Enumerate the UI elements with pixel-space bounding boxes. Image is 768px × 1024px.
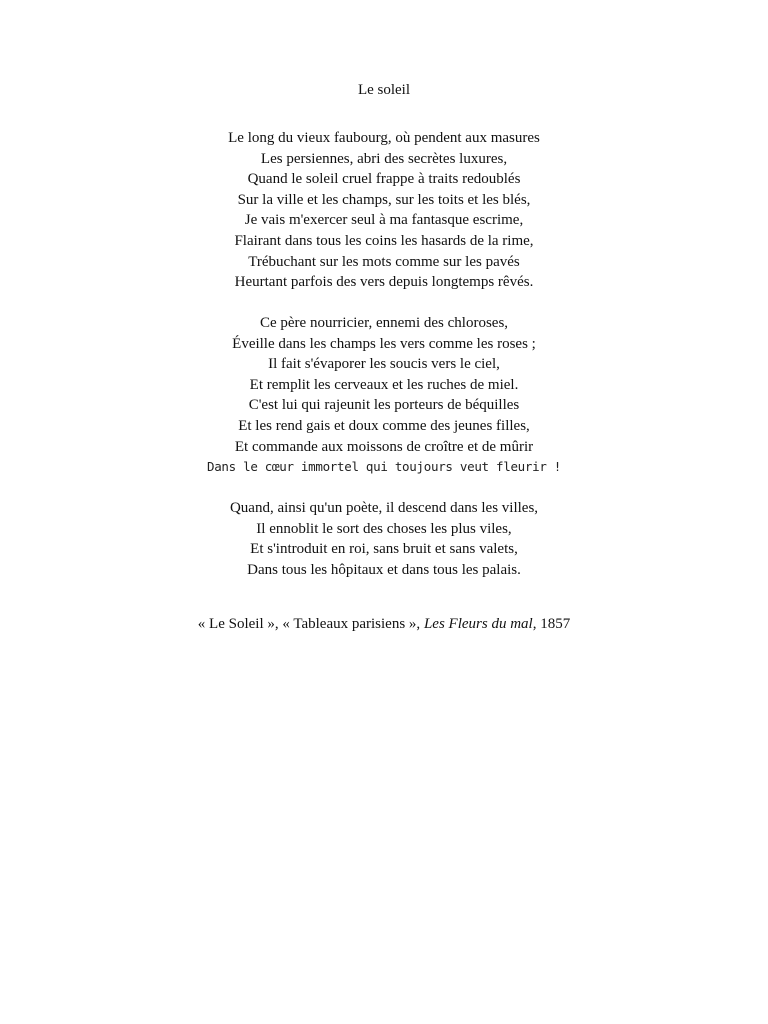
stanza-2 bbox=[0, 313, 768, 478]
verse-line: Flairant dans tous les coins les hasards de la rime, bbox=[234, 232, 534, 249]
verse-line: Les persiennes, abri des secrètes luxures, bbox=[260, 150, 508, 167]
verse-line: Éveille dans les champs les vers comme les roses ; bbox=[232, 335, 536, 352]
verse-line: Ce père nourricier, ennemi des chloroses, bbox=[259, 315, 509, 331]
stanza-1 bbox=[0, 128, 768, 293]
verse-line: C'est lui qui rajeunit les porteurs de béquilles bbox=[248, 397, 520, 414]
citation-prefix: « Le Soleil », « Tableaux parisiens », bbox=[197, 616, 424, 632]
verse-line: Je vais m'exercer seul à ma fantasque escrime, bbox=[244, 212, 524, 229]
verse-line: Il ennoblit le sort des choses les plus viles, bbox=[256, 520, 512, 537]
citation-book-title: Les Fleurs du mal bbox=[423, 616, 533, 632]
stanza-3 bbox=[0, 498, 768, 580]
verse-line: Le long du vieux faubourg, où pendent aux masures bbox=[228, 130, 540, 146]
verse-line: Trébuchant sur les mots comme sur les pavés bbox=[248, 253, 520, 270]
source-citation bbox=[0, 614, 768, 634]
verse-line: Et les rend gais et doux comme des jeunes filles, bbox=[238, 417, 530, 434]
verse-line: Il fait s'évaporer les soucis vers le ciel, bbox=[268, 356, 500, 373]
verse-line: Et commande aux moissons de croître et de mûrir bbox=[234, 438, 534, 455]
verse-line: Dans tous les hôpitaux et dans tous les palais. bbox=[247, 561, 521, 578]
verse-line: Et s'introduit en roi, sans bruit et sans valets, bbox=[250, 541, 518, 558]
citation-suffix: , 1857 bbox=[532, 616, 571, 632]
verse-line: Sur la ville et les champs, sur les toits et les blés, bbox=[237, 191, 531, 208]
verse-line: Et remplit les cerveaux et les ruches de miel. bbox=[249, 376, 519, 393]
verse-line: Quand, ainsi qu'un poète, il descend dans les villes, bbox=[229, 500, 539, 516]
verse-line: Dans le cœur immortel qui toujours veut fleurir ! bbox=[206, 459, 562, 475]
poem-title: Le soleil bbox=[357, 82, 411, 98]
verse-line: Heurtant parfois des vers depuis longtemps rêvés. bbox=[234, 274, 534, 291]
verse-line: Quand le soleil cruel frappe à traits redoublés bbox=[247, 171, 521, 188]
